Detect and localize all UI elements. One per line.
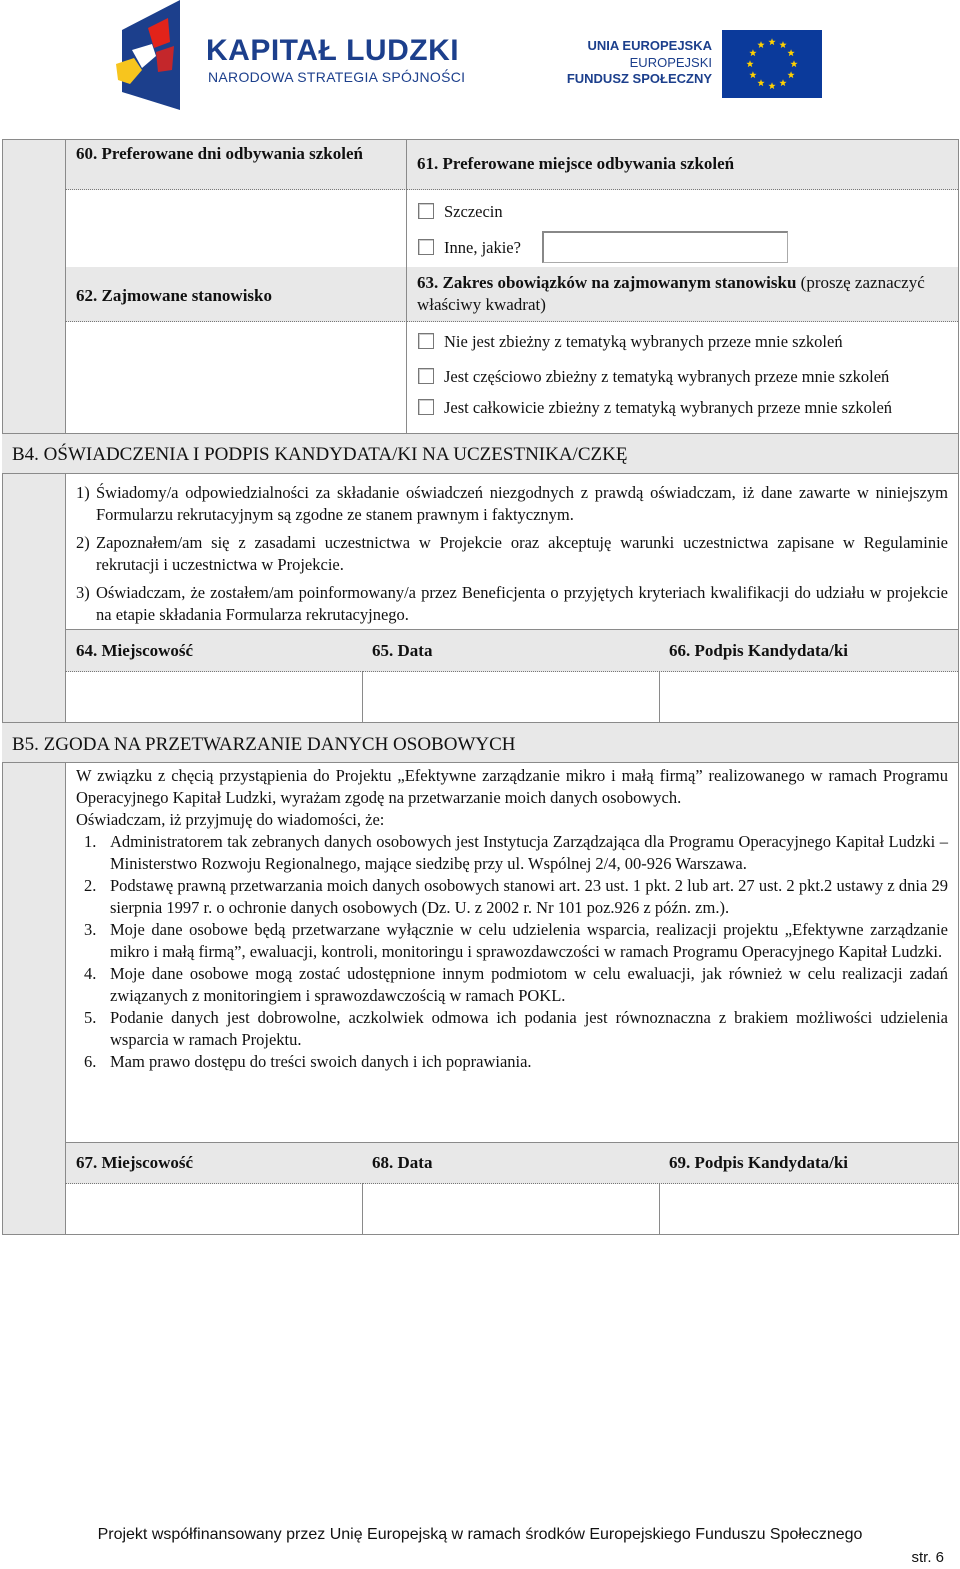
checkbox-icon[interactable] (418, 333, 434, 349)
ue-text-1: UNIA EUROPEJSKA (587, 38, 712, 53)
b4-item-2: 2) Zapoznałem/am się z zasadami uczestnictwa w Projekcie oraz akceptuję warunki uczestnictwa zapisane w Regulaminie rekrutacji i uczestnictwa w Projekcie. (76, 533, 948, 574)
b5-item-4: 4. Moje dane osobowe mogą zostać udostępnione innym podmiotom w celu ewaluacji, jak również w celu realizacji zadań związanych z monitoringiem i sprawozdawczością w ramach POKL. (84, 964, 948, 1005)
b5-content (65, 763, 958, 1142)
b5-sig-date-field[interactable] (362, 1184, 660, 1235)
q62-answer[interactable] (65, 322, 407, 433)
q63-label (407, 267, 958, 322)
ue-text-3: FUNDUSZ SPOŁECZNY (566, 71, 712, 86)
b4-item-1: 1) Świadomy/a odpowiedzialności za składanie oświadczeń niezgodnych z prawdą oświadczam, iż dane zawarte w niniejszym Formularzu rekrutacyjnym są zgodne ze stanem prawnym i faktycznym. (76, 483, 948, 524)
option-label: Nie jest zbieżny z tematyką wybranych przeze mnie szkoleń (444, 332, 843, 351)
left-margin-column (2, 139, 65, 1235)
footer-text: Projekt współfinansowany przez Unię Europejską w ramach środków Europejskiego Funduszu Społecznego (97, 1526, 863, 1543)
b4-sig-signature-field[interactable] (659, 672, 958, 722)
b5-sig-label-place: 67. Miejscowość (65, 1142, 363, 1184)
checkbox-icon[interactable] (418, 368, 434, 384)
b4-title: B4. OŚWIADCZENIA I PODPIS KANDYDATA/KI NA UCZESTNIKA/CZKĘ (2, 433, 958, 474)
q63-options (418, 332, 953, 420)
b5-item-1: 1. Administratorem tak zebranych danych osobowych jest Instytucja Zarządzająca dla Programu Operacyjnego Kapitał Ludzki – Ministerstwo Rozwoju Regionalnego, mające siedzibę przy ul. Wspólnej 2/4, 00-926 Warszawa. (84, 832, 948, 873)
b5-item-3: 3. Moje dane osobowe będą przetwarzane wyłącznie w celu udzielenia wsparcia, realizacji projektu „Efektywne zarządzanie mikro i małą firmą”, ewaluacji, kontroli, monitoringu i sprawozdawczości w ramach Programu Operacyjnego Kapitał Ludzki. (84, 920, 948, 961)
eu-flag-icon (722, 30, 822, 98)
b4-item-3: 3) Oświadczam, że zostałem/am poinformowany/a przez Beneficjenta o przyjętych kryteriach kwalifikacji do udziału w projekcie na etapie składania Formularza rekrutacyjnego. (76, 583, 948, 624)
q61-label: 61. Preferowane miejsce odbywania szkoleń (407, 140, 958, 190)
q63-option-1[interactable] (418, 332, 953, 354)
option-label: Jest całkowicie zbieżny z tematyką wybranych przeze mnie szkoleń (444, 398, 893, 417)
kl-subtitle: NARODOWA STRATEGIA SPÓJNOŚCI (208, 69, 466, 85)
q62-label: 62. Zajmowane stanowisko (65, 267, 407, 322)
b5-sig-label-date: 68. Data (362, 1142, 660, 1184)
q63-option-2[interactable] (418, 367, 953, 389)
page-number: str. 6 (911, 1549, 944, 1566)
table-right-line (958, 139, 959, 1235)
b5-item-2: 2. Podstawę prawną przetwarzania moich danych osobowych stanowi art. 23 ust. 1 pkt. 2 lub art. 27 ust. 2 pkt.2 ustawy z dnia 29 sierpnia 1997 r. o ochronie danych osobowych (Dz. U. z 2002 r. Nr 101 poz.926 z późn. zm.). (84, 876, 948, 917)
b5-item-6: 6. Mam prawo dostępu do treści swoich danych i ich poprawiania. (84, 1052, 532, 1071)
option-label: Szczecin (444, 202, 503, 221)
b5-intro-2: Oświadczam, iż przyjmuję do wiadomości, że: (76, 810, 385, 829)
q63-label-hint: (proszę zaznaczyć właściwy kwadrat) (417, 273, 925, 314)
b5-sig-place-field[interactable] (65, 1184, 363, 1235)
b5-title: B5. ZGODA NA PRZETWARZANIE DANYCH OSOBOWYCH (2, 722, 958, 763)
b4-statements (65, 474, 958, 629)
b5-item-5: 5. Podanie danych jest dobrowolne, aczkolwiek odmowa ich podania jest równoznaczna z brakiem możliwości udzielenia wsparcia w ramach Projektu. (84, 1008, 948, 1049)
checkbox-icon[interactable] (418, 203, 434, 219)
q63-label-main: 63. Zakres obowiązków na zajmowanym stanowisku (417, 273, 797, 292)
header (0, 0, 960, 120)
ue-text-2: EUROPEJSKI (629, 55, 712, 70)
kapital-ludzki-logo-icon (112, 0, 184, 112)
q61-option-szczecin[interactable] (418, 202, 938, 224)
q63-option-3[interactable] (418, 398, 953, 420)
checkbox-icon[interactable] (418, 239, 434, 255)
b4-sig-label-place: 64. Miejscowość (65, 629, 363, 672)
b4-sig-place-field[interactable] (65, 672, 363, 722)
b4-sig-label-signature: 66. Podpis Kandydata/ki (659, 629, 958, 672)
q61-other-input[interactable] (542, 231, 788, 263)
checkbox-icon[interactable] (418, 399, 434, 415)
b4-sig-date-field[interactable] (362, 672, 660, 722)
q60-answer[interactable] (65, 190, 407, 267)
b4-sig-label-date: 65. Data (362, 629, 660, 672)
option-label: Jest częściowo zbieżny z tematyką wybranych przeze mnie szkoleń (444, 367, 890, 386)
b5-sig-signature-field[interactable] (659, 1184, 958, 1235)
option-label: Inne, jakie? (444, 238, 521, 257)
b5-sig-label-signature: 69. Podpis Kandydata/ki (659, 1142, 958, 1184)
table-bottom-left (2, 1234, 65, 1235)
b5-intro: W związku z chęcią przystąpienia do Projektu „Efektywne zarządzanie mikro i małą firmą” realizowanego w ramach Programu Operacyjnego Kapitał Ludzki, wyrażam zgodę na przetwarzanie moich danych osobowych. (76, 766, 948, 807)
q60-label: 60. Preferowane dni odbywania szkoleń (65, 140, 407, 190)
kl-title: KAPITAŁ LUDZKI (206, 34, 460, 67)
